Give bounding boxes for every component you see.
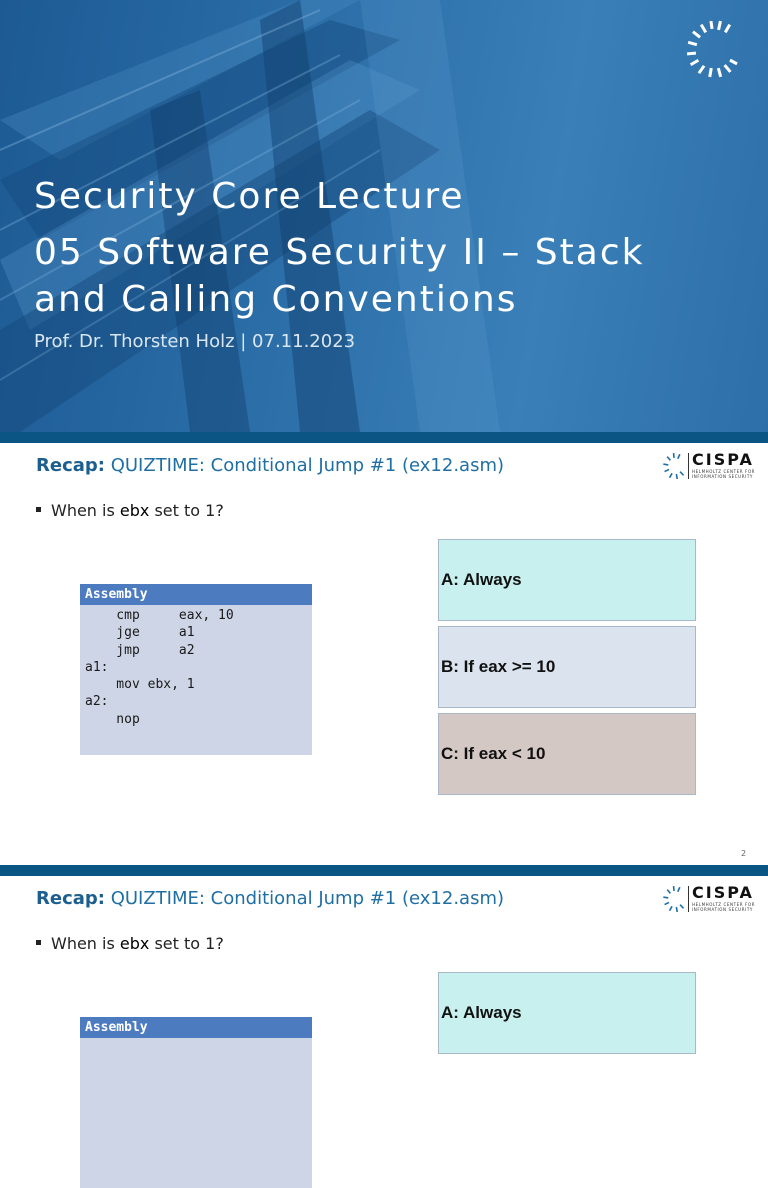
question-keyword: ebx [119,934,150,953]
page-number: 2 [741,849,747,858]
question-bullet [36,501,224,520]
assembly-listing [80,1017,312,1188]
logo-text: CISPA [692,883,754,902]
quiz-title-text: QUIZTIME: Conditional Jump #1 (ex12.asm) [110,455,505,476]
answer-option-c[interactable]: C: If eax < 10 [438,713,696,795]
logo-divider [688,886,689,912]
lecture-title: Security Core Lecture [34,176,465,217]
slide-divider [0,865,768,876]
title-slide [0,0,768,432]
slide-divider [0,432,768,443]
recap-label: Recap: [36,455,105,476]
cispa-c-icon [664,886,686,912]
assembly-code: cmp eax, 10 jge a1 jmp a2 a1: mov ebx, 1 a2: nop [85,608,234,727]
answer-option-b[interactable]: B: If eax >= 10 [438,626,696,708]
assembly-header: Assembly [80,584,312,605]
author-date: Prof. Dr. Thorsten Holz | 07.11.2023 [34,331,356,352]
cispa-logo [664,884,758,916]
quiz-slide-2 [0,876,768,1035]
cispa-logo-mark-icon [684,18,744,82]
slide-title [36,455,504,476]
logo-text: CISPA [692,450,754,469]
quiz-title-text: QUIZTIME: Conditional Jump #1 (ex12.asm) [110,888,505,909]
cispa-c-icon [664,453,686,479]
answer-option-a[interactable]: A: Always [438,539,696,621]
logo-subtext: HELMHOLTZ CENTER FOR INFORMATION SECURITY [692,902,756,912]
bullet-square-icon [36,507,41,512]
question-suffix: set to 1? [154,934,224,953]
question-bullet [36,934,224,953]
question-prefix: When is [51,934,115,953]
logo-divider [688,453,689,479]
bullet-square-icon [36,940,41,945]
question-suffix: set to 1? [154,501,224,520]
answer-option-a[interactable]: A: Always [438,972,696,1054]
question-keyword: ebx [119,501,150,520]
cispa-logo [664,451,758,483]
question-prefix: When is [51,501,115,520]
assembly-listing [80,584,312,755]
slide-title [36,888,504,909]
lecture-subtitle-line2: and Calling Conventions [34,279,518,320]
recap-label: Recap: [36,888,105,909]
lecture-subtitle-line1: 05 Software Security II – Stack [34,232,645,273]
logo-subtext: HELMHOLTZ CENTER FOR INFORMATION SECURITY [692,469,756,479]
quiz-slide-1 [0,443,768,863]
assembly-header: Assembly [80,1017,312,1038]
